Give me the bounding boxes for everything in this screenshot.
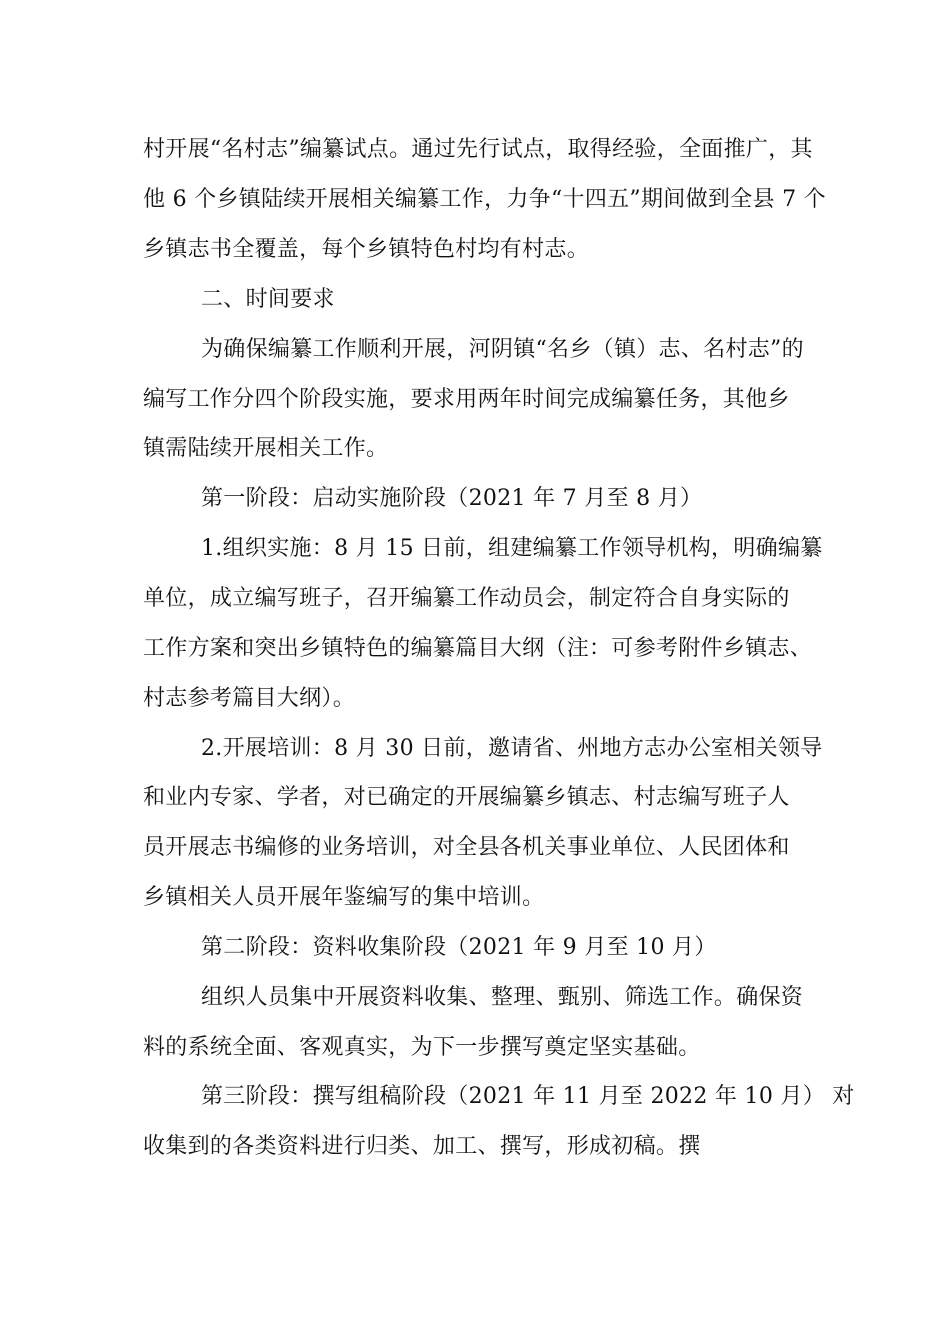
paragraph-line: 料的系统全面、客观真实，为下一步撰写奠定坚实基础。: [143, 1035, 701, 1060]
paragraph-line: 他 6 个乡镇陆续开展相关编纂工作，力争“十四五”期间做到全县 7 个: [143, 187, 826, 212]
paragraph-line: 乡镇相关人员开展年鉴编写的集中培训。: [143, 885, 545, 910]
paragraph-line: 组织人员集中开展资料收集、整理、甄别、筛选工作。确保资: [201, 985, 804, 1010]
paragraph-line: 镇需陆续开展相关工作。: [143, 436, 389, 461]
paragraph-line: 村志参考篇目大纲）。: [143, 686, 356, 711]
paragraph-line: 乡镇志书全覆盖，每个乡镇特色村均有村志。: [143, 237, 590, 262]
paragraph-line: 村开展“名村志”编纂试点。通过先行试点，取得经验，全面推广，其: [143, 137, 813, 162]
paragraph-line: 工作方案和突出乡镇特色的编纂篇目大纲（注：可参考附件乡镇志、: [143, 636, 813, 661]
section-heading: 二、时间要求: [201, 287, 335, 312]
paragraph-line: 为确保编纂工作顺利开展，河阴镇“名乡（镇）志、名村志”的: [201, 337, 804, 362]
paragraph-line: 和业内专家、学者，对已确定的开展编纂乡镇志、村志编写班子人: [143, 785, 790, 810]
paragraph-line: 2.开展培训：8 月 30 日前，邀请省、州地方志办公室相关领导: [201, 736, 823, 761]
phase-heading: 第一阶段：启动实施阶段（2021 年 7 月至 8 月）: [201, 486, 703, 511]
paragraph-line: 单位，成立编写班子，召开编纂工作动员会，制定符合自身实际的: [143, 586, 790, 611]
paragraph-line: 编写工作分四个阶段实施，要求用两年时间完成编纂任务，其他乡: [143, 387, 790, 412]
phase-heading: 第三阶段：撰写组稿阶段（2021 年 11 月至 2022 年 10 月） 对: [201, 1084, 855, 1109]
phase-heading: 第二阶段：资料收集阶段（2021 年 9 月至 10 月）: [201, 935, 717, 960]
paragraph-line: 1.组织实施：8 月 15 日前，组建编纂工作领导机构，明确编纂: [201, 536, 823, 561]
paragraph-line: 收集到的各类资料进行归类、加工、撰写，形成初稿。撰: [143, 1134, 701, 1159]
paragraph-line: 员开展志书编修的业务培训，对全县各机关事业单位、人民团体和: [143, 835, 790, 860]
